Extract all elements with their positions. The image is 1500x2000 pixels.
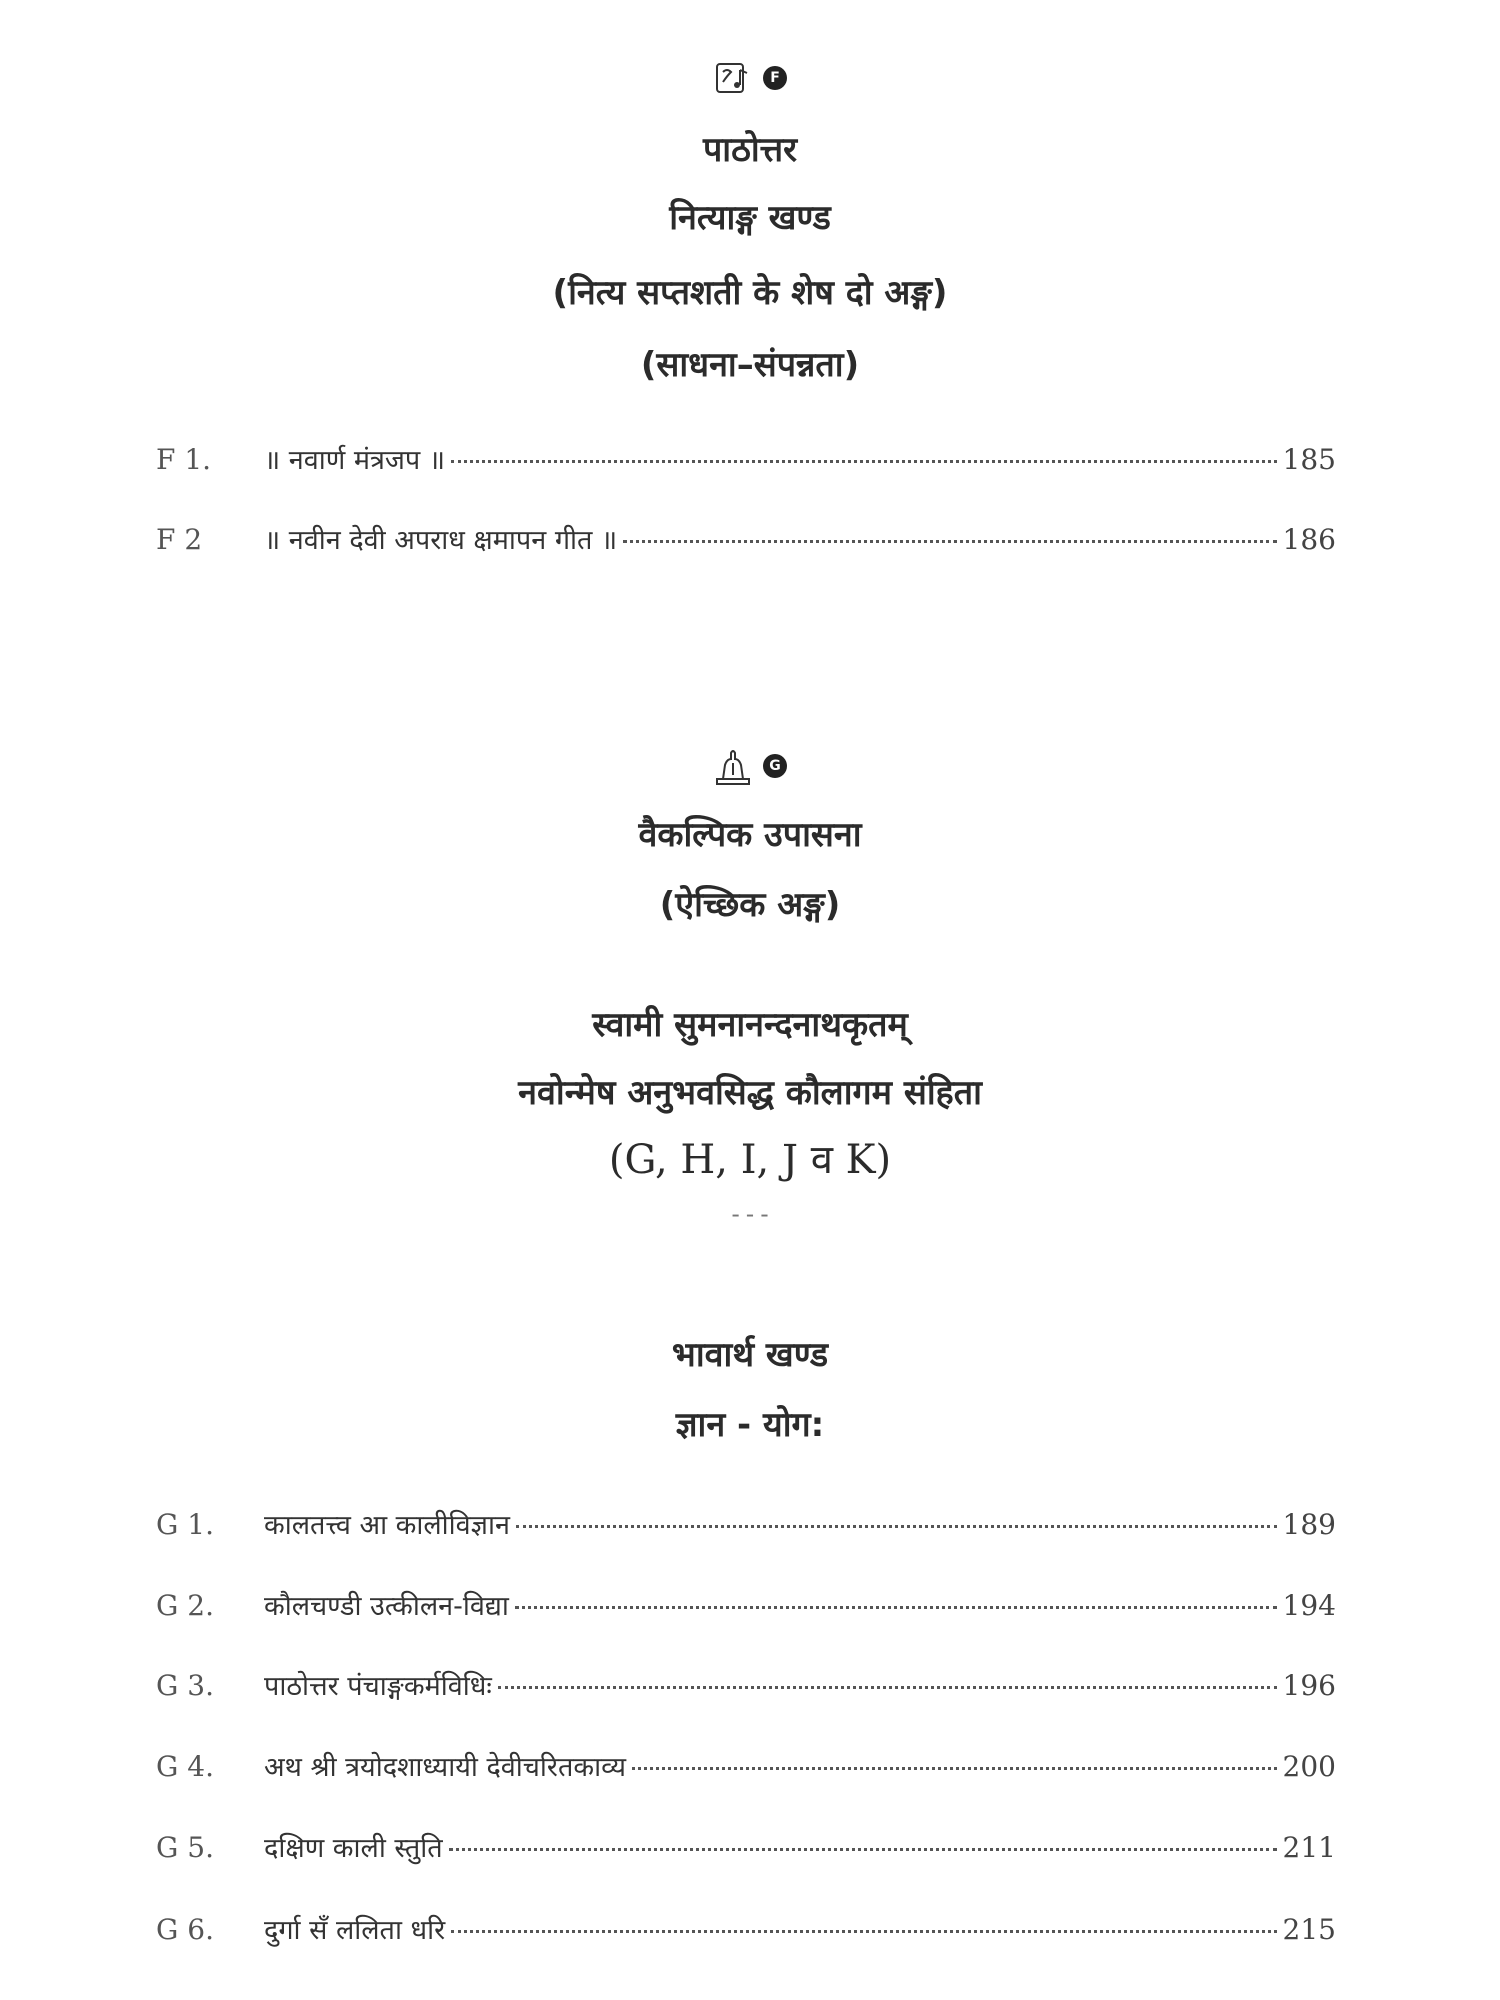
entry-title: अथ श्री त्रयोदशाध्यायी देवीचरितकाव्य [264,1752,626,1783]
entry-page: 194 [1282,1589,1336,1622]
entry-page: 215 [1282,1913,1336,1946]
entry-code: F 2 [156,523,203,556]
toc-entry-g1[interactable] [156,1505,1336,1542]
dot-leader [451,1930,1276,1933]
entry-title: ॥ नवीन देवी अपराध क्षमापन गीत ॥ [264,525,618,556]
dot-leader [632,1767,1277,1770]
entry-code: G 3. [156,1669,214,1702]
entry-page: 185 [1282,443,1336,476]
toc-entry-g4[interactable] [156,1747,1336,1784]
toc-entry-g2[interactable] [156,1586,1336,1623]
entry-code: G 1. [156,1508,214,1541]
entry-page: 211 [1282,1831,1336,1864]
toc-entry-g6[interactable] [156,1910,1336,1947]
letters-line: (G, H, I, J व K) [608,1137,892,1183]
entry-title: दुर्गा सँ ललिता धरि [264,1915,446,1946]
khand-subtitle: ज्ञान - योग: [675,1405,825,1445]
entry-code: G 2. [156,1589,214,1622]
entry-page: 200 [1282,1750,1336,1783]
entry-title: दक्षिण काली स्तुति [264,1833,443,1864]
dot-leader [451,460,1277,463]
dot-leader [498,1686,1277,1689]
section-g-title: वैकल्पिक उपासना [638,815,862,855]
entry-title: कौलचण्डी उत्कीलन-विद्या [264,1591,509,1622]
toc-entry-g5[interactable] [156,1828,1336,1865]
work-line: नवोन्मेष अनुभवसिद्ध कौलागम संहिता [518,1073,982,1113]
entry-page: 186 [1282,523,1336,556]
entry-page: 196 [1282,1669,1336,1702]
section-f-symbol [0,58,1500,98]
toc-entry-g3[interactable] [156,1666,1336,1703]
section-f-subtitle: नित्याङ्ग खण्ड [669,198,831,238]
music-book-icon [713,58,753,98]
entry-code: G 4. [156,1750,214,1783]
entry-title: कालतत्त्व आ कालीविज्ञान [264,1510,510,1541]
entry-title: ॥ नवार्ण मंत्रजप ॥ [264,445,446,476]
entry-code: F 1. [156,443,212,476]
toc-entry-f1[interactable] [156,440,1336,477]
section-g-subtitle: (ऐच्छिक अङ्ग) [659,885,841,925]
khand-title: भावार्थ खण्ड [671,1335,829,1375]
entry-title: पाठोत्तर पंचाङ्गकर्मविधिः [264,1671,492,1702]
dot-leader [516,1525,1277,1528]
dot-leader [515,1606,1277,1609]
entry-code: G 5. [156,1831,214,1864]
statue-icon [713,745,753,787]
entry-page: 189 [1282,1508,1336,1541]
section-f-badge: F [763,66,787,90]
section-g-badge: G [763,754,787,778]
separator: --- [728,1200,772,1228]
section-f-paren-line-1: (नित्य सप्तशती के शेष दो अङ्ग) [552,273,948,313]
author-line: स्वामी सुमनानन्दनाथकृतम् [592,1005,908,1045]
entry-code: G 6. [156,1913,214,1946]
dot-leader [449,1848,1277,1851]
toc-entry-f2[interactable] [156,520,1336,557]
dot-leader [623,540,1276,543]
section-f-paren-line-2: (साधना–संपन्नता) [640,345,860,385]
section-g-symbol [0,745,1500,787]
section-f-title: पाठोत्तर [702,130,798,170]
